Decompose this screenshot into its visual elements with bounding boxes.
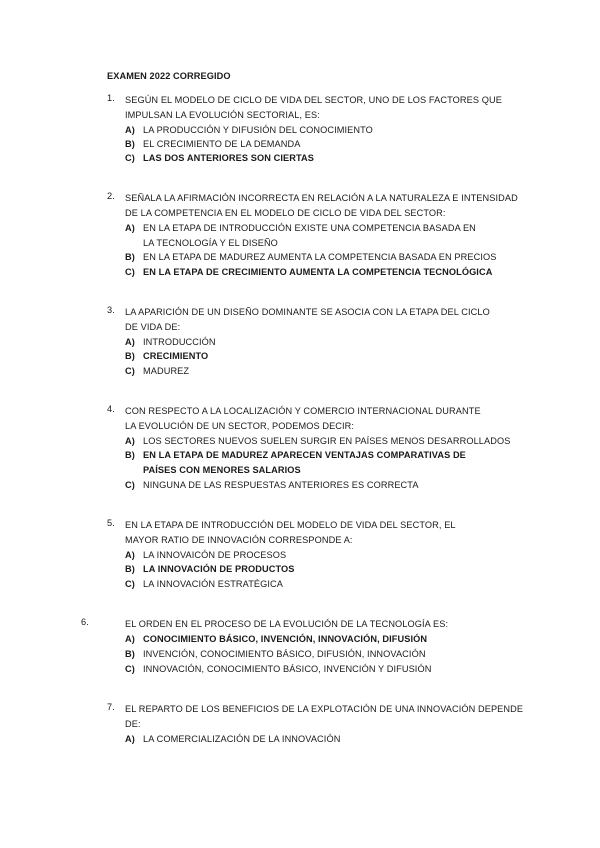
question-number: 2. [107,191,115,201]
option-text: MADUREZ [143,366,190,376]
option-letter: C) [125,664,135,674]
option-text: EN LA ETAPA DE INTRODUCCIÓN EXISTE UNA COMPETENCIA BASADA EN [143,223,476,233]
question-text-line: SEGÚN EL MODELO DE CICLO DE VIDA DEL SECTOR, UNO DE LOS FACTORES QUE [125,95,502,105]
question-text-line: DE VIDA DE: [125,322,181,332]
question-text-line: LA EVOLUCIÓN DE UN SECTOR, PODEMOS DECIR: [125,421,355,431]
option-text: LAS DOS ANTERIORES SON CIERTAS [143,153,314,163]
question-number: 1. [107,93,115,103]
question-text [125,404,525,434]
option-a[interactable] [125,732,525,747]
option-letter: B) [125,649,135,659]
option-c[interactable] [125,478,525,493]
option-a[interactable] [125,123,525,138]
question-text-line: EL REPARTO DE LOS BENEFICIOS DE LA EXPLOTACIÓN DE UNA INNOVACIÓN DEPENDE [125,704,524,714]
option-b[interactable] [125,137,525,152]
option-text: LA INNOVACIÓN ESTRATÉGICA [143,579,283,589]
option-text: INVENCIÓN, CONOCIMIENTO BÁSICO, DIFUSIÓN, INNOVACIÓN [143,649,426,659]
option-a[interactable] [125,335,525,350]
option-letter: B) [125,139,135,149]
option-text: EL CRECIMIENTO DE LA DEMANDA [143,139,301,149]
option-letter: B) [125,351,135,361]
option-letter: A) [125,223,135,233]
option-text: LA INNOVACIÓN DE PRODUCTOS [143,564,295,574]
question-text-line: SEÑALA LA AFIRMACIÓN INCORRECTA EN RELACIÓN A LA NATURALEZA E INTENSIDAD [125,193,518,203]
option-letter: A) [125,436,135,446]
question-number: 6. [81,617,89,627]
option-letter: B) [125,252,135,262]
option-text: CONOCIMIENTO BÁSICO, INVENCIÓN, INNOVACIÓN, DIFUSIÓN [143,634,428,644]
option-letter: A) [125,550,135,560]
option-c-correct[interactable] [125,151,525,166]
option-b-correct[interactable] [125,562,525,577]
question-text-line: EN LA ETAPA DE INTRODUCCIÓN DEL MODELO DE VIDA DEL SECTOR, EL [125,520,456,530]
option-text: EN LA ETAPA DE MADUREZ AUMENTA LA COMPETENCIA BASADA EN PRECIOS [143,252,497,262]
option-b[interactable] [125,647,525,662]
option-letter: B) [125,564,135,574]
question-text-line: DE: [125,719,141,729]
question-text [125,702,525,732]
option-text: LA INNOVAICÓN DE PROCESOS [143,550,287,560]
question-number: 5. [107,518,115,528]
option-a-correct[interactable] [125,632,525,647]
option-letter: A) [125,734,135,744]
question-number: 7. [107,702,115,712]
question-number: 3. [107,305,115,315]
question-text-line: DE LA COMPETENCIA EN EL MODELO DE CICLO DE VIDA DEL SECTOR: [125,208,446,218]
page-title: EXAMEN 2022 CORREGIDO [107,71,231,81]
option-b[interactable] [125,250,525,265]
option-letter: C) [125,366,135,376]
question-text [125,518,525,548]
question-text-line: IMPULSAN LA EVOLUCIÓN SECTORIAL, ES: [125,110,320,120]
option-text: LA COMERCIALIZACIÓN DE LA INNOVACIÓN [143,734,341,744]
option-c[interactable] [125,364,525,379]
question-text [125,191,525,221]
option-text: INNOVACIÓN, CONOCIMIENTO BÁSICO, INVENCIÓN Y DIFUSIÓN [143,664,432,674]
option-text: LA PRODUCCIÓN Y DIFUSIÓN DEL CONOCIMIENTO [143,125,373,135]
option-letter: B) [125,450,135,460]
question-text [125,93,525,123]
option-c[interactable] [125,577,525,592]
question-text [125,305,525,335]
question-text-line: MAYOR RATIO DE INNOVACIÓN CORRESPONDE A: [125,535,353,545]
option-letter: C) [125,153,135,163]
option-text: NINGUNA DE LAS RESPUESTAS ANTERIORES ES CORRECTA [143,480,419,490]
option-text: INTRODUCCIÓN [143,337,216,347]
option-a[interactable] [125,221,525,250]
question-text-line: CON RESPECTO A LA LOCALIZACIÓN Y COMERCIO INTERNACIONAL DURANTE [125,406,481,416]
option-b-correct[interactable] [125,349,525,364]
option-letter: A) [125,125,135,135]
option-b-correct[interactable] [125,448,525,477]
option-text: EN LA ETAPA DE CRECIMIENTO AUMENTA LA COMPETENCIA TECNOLÓGICA [143,267,493,277]
option-text: LA TECNOLOGÍA Y EL DISEÑO [143,237,278,248]
question-text-line: EL ORDEN EN EL PROCESO DE LA EVOLUCIÓN DE LA TECNOLOGÍA ES: [125,619,449,629]
option-text: CRECIMIENTO [143,351,209,361]
option-text: EN LA ETAPA DE MADUREZ APARECEN VENTAJAS COMPARATIVAS DE [143,450,466,460]
question-text-line: LA APARICIÓN DE UN DISEÑO DOMINANTE SE ASOCIA CON LA ETAPA DEL CICLO [125,307,490,317]
question-number: 4. [107,404,115,414]
question-text [125,617,525,632]
option-a[interactable] [125,548,525,563]
option-c-correct[interactable] [125,265,525,280]
option-text: PAÍSES CON MENORES SALARIOS [143,464,301,475]
option-letter: C) [125,480,135,490]
option-text: LOS SECTORES NUEVOS SUELEN SURGIR EN PAÍSES MENOS DESARROLLADOS [143,436,511,446]
option-c[interactable] [125,662,525,677]
option-letter: C) [125,579,135,589]
option-a[interactable] [125,434,525,449]
option-letter: A) [125,634,135,644]
option-letter: C) [125,267,135,277]
option-letter: A) [125,337,135,347]
